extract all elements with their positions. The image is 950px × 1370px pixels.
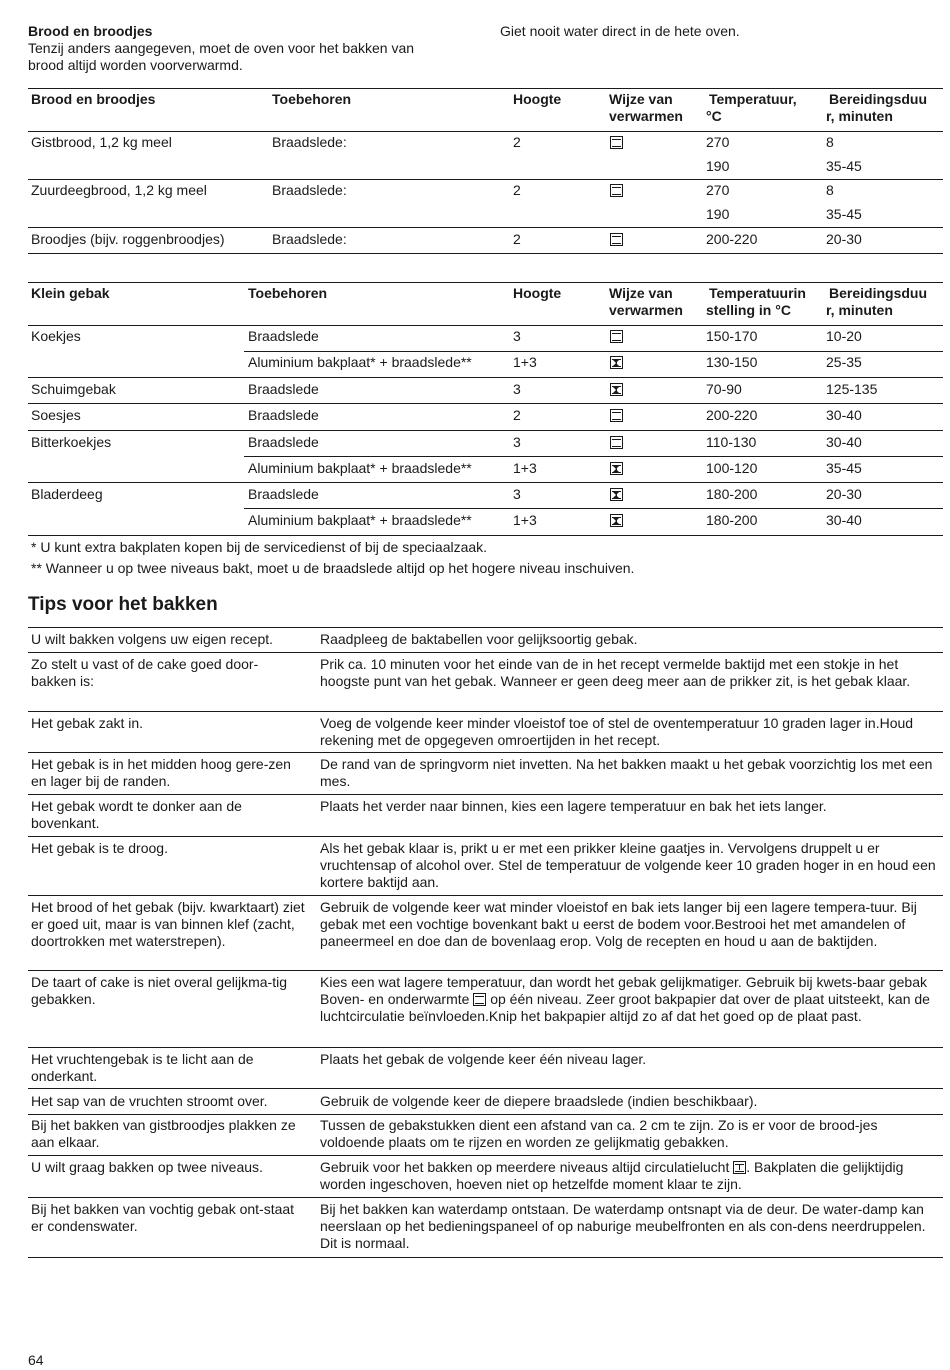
temperature: 190 (706, 158, 730, 174)
accessory: Braadslede (248, 407, 319, 423)
duration: 8 (826, 182, 834, 198)
duration: 35-45 (826, 460, 862, 476)
hot-air-icon (610, 488, 623, 501)
table-rule (28, 1047, 943, 1048)
tip-solution: Tussen de gebakstukken dient een afstand van ca. 2 cm te zijn. Zo is er voor de brood-jes voldoende plaats om te rijzen en worden ze gelijkmatig gebakken. (320, 1117, 878, 1150)
temperature: 130-150 (706, 354, 758, 370)
table-rule (28, 403, 943, 404)
level: 2 (513, 182, 521, 198)
table-rule (28, 282, 943, 283)
tip-problem: Bij het bakken van vochtig gebak ont-staat er condenswater. (31, 1201, 295, 1234)
intro-text-line1: Tenzij anders aangegeven, moet de oven voor het bakken van (28, 40, 415, 56)
level: 3 (513, 486, 521, 502)
accessory: Aluminium bakplaat* + braadslede** (248, 512, 472, 528)
table-rule (28, 227, 943, 228)
accessory: Braadslede (248, 434, 319, 450)
level: 1+3 (513, 460, 537, 476)
tip-problem: Het sap van de vruchten stroomt over. (31, 1093, 268, 1109)
duration: 30-40 (826, 512, 862, 528)
section-title-bread: Brood en broodjes (28, 23, 153, 39)
tip-solution: Raadpleeg de baktabellen voor gelijksoortig gebak. (320, 631, 638, 647)
level: 2 (513, 407, 521, 423)
hot-air-icon (733, 1161, 746, 1174)
level: 3 (513, 381, 521, 397)
col-header-accessory: Toebehoren (248, 285, 328, 301)
top-bottom-heat-icon (610, 233, 623, 246)
accessory: Aluminium bakplaat* + braadslede** (248, 460, 472, 476)
col-header-heating: Wijze van verwarmen (609, 91, 683, 124)
tip-solution: Voeg de volgende keer minder vloeistof toe of stel de oventemperatuur 10 graden lager in.Houd rekening met de opgegeven omroertijden in het recept. (320, 715, 914, 748)
top-bottom-heat-icon (473, 993, 486, 1006)
temperature: 270 (706, 134, 730, 150)
product-name: Bitterkoekjes (31, 434, 112, 450)
col-header-temperature: Temperatuurin stelling in °C (706, 285, 806, 318)
table-rule (244, 351, 943, 352)
table-rule (28, 482, 943, 483)
col-header-product: Klein gebak (31, 285, 110, 301)
level: 3 (513, 328, 521, 344)
tip-problem: U wilt bakken volgens uw eigen recept. (31, 631, 274, 647)
warning-text: Giet nooit water direct in de hete oven. (500, 23, 740, 39)
accessory: Braadslede (248, 381, 319, 397)
table-rule (28, 1088, 943, 1089)
tips-heading: Tips voor het bakken (28, 594, 218, 615)
table-rule (28, 711, 943, 712)
table-rule (28, 88, 943, 89)
footnote-2: ** Wanneer u op twee niveaus bakt, moet u de braadslede altijd op het hogere niveau inschuiven. (31, 560, 635, 576)
product-name: Broodjes (bijv. roggenbroodjes) (31, 231, 225, 247)
tip-solution: Gebruik de volgende keer wat minder vloeistof en bak iets langer bij een lagere tempera-tuur. Bij gebak met een vochtige bovenkant bakt u eerst de bodem voor.Bestrooi het met amandelen of paneermeel en doe dan de bovenlaag erop. Volg de recepten en houd u aan de baktijden. (320, 899, 917, 949)
temperature: 110-130 (706, 434, 757, 450)
accessory: Braadslede (248, 328, 319, 344)
duration: 20-30 (826, 486, 862, 502)
col-header-duration: Bereidingsduu r, minuten (826, 285, 928, 318)
table-rule (28, 794, 943, 795)
table-rule (244, 456, 943, 457)
temperature: 190 (706, 206, 730, 222)
accessory: Braadslede (248, 486, 319, 502)
temperature: 270 (706, 182, 730, 198)
duration: 35-45 (826, 206, 862, 222)
tip-problem: Het gebak is in het midden hoog gere-zen en lager bij de randen. (31, 756, 291, 789)
footnote-1: * U kunt extra bakplaten kopen bij de servicedienst of bij de speciaalzaak. (31, 539, 488, 555)
hot-air-icon (610, 383, 623, 396)
table-rule (28, 377, 943, 378)
duration: 125-135 (826, 381, 878, 397)
accessory: Braadslede: (272, 182, 347, 198)
level: 1+3 (513, 512, 537, 528)
top-bottom-heat-icon (610, 436, 623, 449)
table-rule (28, 131, 943, 132)
duration: 30-40 (826, 434, 862, 450)
hot-air-icon (610, 462, 623, 475)
temperature: 180-200 (706, 512, 758, 528)
table-rule (28, 430, 943, 431)
temperature: 100-120 (706, 460, 758, 476)
top-bottom-heat-icon (610, 409, 623, 422)
tip-solution: Bij het bakken kan waterdamp ontstaan. De waterdamp ontsnapt via de deur. De water-damp kan neerslaan op het bedieningspaneel of op naburige meubelfronten en als con-dens neerdruppelen. Dit is normaal. (320, 1201, 926, 1251)
table-rule (28, 627, 943, 628)
tip-solution: Plaats het gebak de volgende keer één niveau lager. (320, 1051, 647, 1067)
tip-problem: Het gebak is te droog. (31, 840, 168, 856)
temperature: 200-220 (706, 407, 758, 423)
tip-problem: Het gebak wordt te donker aan de bovenkant. (31, 798, 242, 831)
level: 2 (513, 231, 521, 247)
col-header-level: Hoogte (513, 91, 562, 107)
table-rule (28, 752, 943, 753)
table-rule (28, 535, 943, 536)
page-number: 64 (28, 1352, 44, 1368)
col-header-duration: Bereidingsduu r, minuten (826, 91, 928, 124)
table-rule (28, 970, 943, 971)
hot-air-icon (610, 356, 623, 369)
top-bottom-heat-icon (610, 136, 623, 149)
table-rule (28, 895, 943, 896)
duration: 20-30 (826, 231, 862, 247)
table-rule (28, 836, 943, 837)
product-name: Soesjes (31, 407, 81, 423)
intro-text-line2: brood altijd worden voorverwarmd. (28, 57, 243, 73)
table-rule (28, 179, 943, 180)
product-name: Bladerdeeg (31, 486, 103, 502)
product-name: Schuimgebak (31, 381, 116, 397)
duration: 35-45 (826, 158, 862, 174)
tip-solution: De rand van de springvorm niet invetten. Na het bakken maakt u het gebak voorzichtig los met een mes. (320, 756, 933, 789)
product-name: Koekjes (31, 328, 81, 344)
tip-problem: U wilt graag bakken op twee niveaus. (31, 1159, 263, 1175)
tip-problem: Bij het bakken van gistbroodjes plakken ze aan elkaar. (31, 1117, 296, 1150)
duration: 8 (826, 134, 834, 150)
level: 1+3 (513, 354, 537, 370)
table-rule (28, 325, 943, 326)
table-rule (28, 1155, 943, 1156)
table-rule (28, 253, 943, 254)
table-rule (28, 652, 943, 653)
product-name: Gistbrood, 1,2 kg meel (31, 134, 172, 150)
tip-solution: Gebruik voor het bakken op meerdere niveaus altijd circulatielucht . Bakplaten die gelijktijdig worden ingeschoven, hoeven niet op hetzelfde moment klaar te zijn. (320, 1159, 904, 1192)
hot-air-icon (610, 514, 623, 527)
col-header-level: Hoogte (513, 285, 562, 301)
duration: 10-20 (826, 328, 862, 344)
tip-solution: Plaats het verder naar binnen, kies een lagere temperatuur en bak het iets langer. (320, 798, 827, 814)
tip-solution: Prik ca. 10 minuten voor het einde van de in het recept vermelde baktijd met een stokje in het hoogste punt van het gebak. Wanneer er geen deeg meer aan de prikker zit, is het gebak klaar. (320, 656, 911, 689)
level: 2 (513, 134, 521, 150)
product-name: Zuurdeegbrood, 1,2 kg meel (31, 182, 207, 198)
level: 3 (513, 434, 521, 450)
accessory: Braadslede: (272, 231, 347, 247)
table-rule (244, 508, 943, 509)
temperature: 150-170 (706, 328, 758, 344)
accessory: Braadslede: (272, 134, 347, 150)
accessory: Aluminium bakplaat* + braadslede** (248, 354, 472, 370)
tip-problem: Het brood of het gebak (bijv. kwarktaart) ziet er goed uit, maar is van binnen klef (zacht, doortrokken met waterstrepen). (31, 899, 305, 949)
tip-problem: De taart of cake is niet overal gelijkma-tig gebakken. (31, 974, 287, 1007)
col-header-heating: Wijze van verwarmen (609, 285, 683, 318)
col-header-temperature: Temperatuur, °C (706, 91, 797, 124)
table-rule (28, 1197, 943, 1198)
temperature: 70-90 (706, 381, 742, 397)
temperature: 200-220 (706, 231, 758, 247)
tip-problem: Het gebak zakt in. (31, 715, 144, 731)
temperature: 180-200 (706, 486, 758, 502)
col-header-product: Brood en broodjes (31, 91, 156, 107)
top-bottom-heat-icon (610, 330, 623, 343)
tip-problem: Zo stelt u vast of de cake goed door-bakken is: (31, 656, 259, 689)
tip-solution: Kies een wat lagere temperatuur, dan wordt het gebak gelijkmatiger. Gebruik bij kwets-baar gebak Boven- en onderwarmte op één niveau. Zeer groot bakpapier dat over de plaat uitsteekt, kan de luchtcirculatie beïnvloeden.Knip het bakpapier altijd zo af dat het goed op de plaat past. (320, 974, 930, 1024)
table-rule (28, 1114, 943, 1115)
tip-solution: Als het gebak klaar is, prikt u er met een prikker kleine gaatjes in. Vervolgens druppelt u er vruchtensap of alcohol over. Stel de temperatuur de volgende keer 10 graden hoger in en houd een kortere baktijd aan. (320, 840, 936, 890)
duration: 25-35 (826, 354, 862, 370)
duration: 30-40 (826, 407, 862, 423)
table-rule (28, 1257, 943, 1258)
tip-problem: Het vruchtengebak is te licht aan de onderkant. (31, 1051, 254, 1084)
col-header-accessory: Toebehoren (272, 91, 352, 107)
top-bottom-heat-icon (610, 184, 623, 197)
tip-solution: Gebruik de volgende keer de diepere braadslede (indien beschikbaar). (320, 1093, 758, 1109)
